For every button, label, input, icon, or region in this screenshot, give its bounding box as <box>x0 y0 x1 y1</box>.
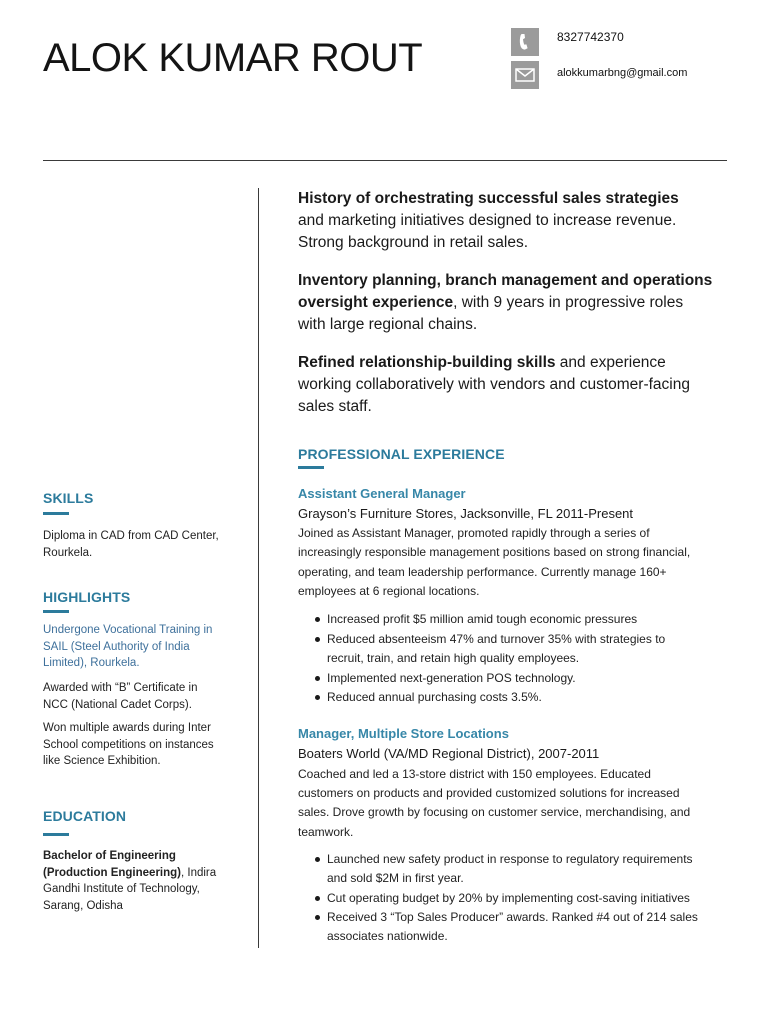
highlight-line: Limited), Rourkela. <box>43 657 140 670</box>
description-line: teamwork. <box>298 824 354 839</box>
job-title: Manager, Multiple Store Locations <box>298 726 509 741</box>
list-item <box>298 850 698 889</box>
summary-line: sales staff. <box>298 398 372 415</box>
education-item <box>43 848 216 914</box>
description-line: operating, and team leadership performance. Currently manage 160+ <box>298 564 667 579</box>
list-item <box>298 610 665 630</box>
header-divider <box>43 160 727 161</box>
summary-paragraph <box>298 188 679 254</box>
highlight-line: NCC (National Cadet Corps). <box>43 698 192 711</box>
job-company: Boaters World (VA/MD Regional District), 2007-2011 <box>298 746 600 761</box>
achievement-list <box>298 850 698 946</box>
envelope-icon <box>511 61 539 89</box>
description-line: Coached and led a 13-store district with 150 employees. Educated <box>298 767 651 781</box>
highlight-line: Awarded with “B” Certificate in <box>43 682 198 694</box>
list-item-text: Reduced absenteeism 47% and turnover 35% with strategies to <box>327 631 666 646</box>
highlight-line: Undergone Vocational Training in <box>43 624 213 636</box>
summary-line <box>298 352 690 374</box>
list-item <box>298 908 698 947</box>
summary-line: Strong background in retail sales. <box>298 234 529 251</box>
skill-line: Diploma in CAD from CAD Center, <box>43 530 219 542</box>
heading-underline <box>43 610 69 613</box>
job-company: Grayson’s Furniture Stores, Jacksonville, FL 2011-Present <box>298 506 634 521</box>
highlight-item <box>43 680 197 713</box>
summary-paragraph <box>298 352 690 418</box>
highlight-line: School competitions on instances <box>43 738 214 751</box>
degree-name: Bachelor of Engineering <box>43 850 176 862</box>
email-address: alokkumarbng@gmail.com <box>557 67 688 79</box>
heading-underline <box>43 833 69 836</box>
list-item-text: Launched new safety product in response to regulatory requirements <box>327 852 693 866</box>
heading-underline <box>298 466 324 469</box>
list-item <box>298 688 665 708</box>
phone-icon <box>511 28 539 56</box>
education-heading: EDUCATION <box>43 808 127 824</box>
highlight-item <box>43 622 212 672</box>
education-line: Sarang, Odisha <box>43 899 123 912</box>
description-line: Joined as Assistant Manager, promoted rapidly through a series of <box>298 526 650 540</box>
list-item-text: Implemented next-generation POS technology. <box>327 670 576 685</box>
summary-line <box>298 188 679 210</box>
list-item-text: Increased profit $5 million amid tough economic pressures <box>327 612 638 626</box>
bullet-icon <box>315 617 320 622</box>
bullet-icon <box>315 915 320 920</box>
description-line: employees at 6 regional locations. <box>298 584 480 599</box>
job-description <box>298 765 690 842</box>
list-item <box>298 889 698 908</box>
bullet-icon <box>315 896 320 901</box>
candidate-name: ALOK KUMAR ROUT <box>43 36 423 80</box>
bullet-icon <box>315 676 320 681</box>
summary-line: working collaboratively with vendors and customer-facing <box>298 376 690 393</box>
list-item-text: recruit, train, and retain high quality employees. <box>327 651 580 665</box>
list-item <box>298 669 665 689</box>
highlight-line: like Science Exhibition. <box>43 755 161 768</box>
summary-text: , with 9 years in progressive roles <box>453 294 684 311</box>
highlights-heading: HIGHLIGHTS <box>43 589 131 605</box>
skill-item <box>43 528 219 561</box>
job-description <box>298 524 690 602</box>
bullet-icon <box>315 637 320 642</box>
experience-heading: PROFESSIONAL EXPERIENCE <box>298 446 505 462</box>
skills-heading: SKILLS <box>43 490 94 506</box>
highlight-item <box>43 720 214 770</box>
highlight-line: Won multiple awards during Inter <box>43 722 211 734</box>
education-text: , Indira <box>181 866 217 879</box>
description-line: customers on products and provided customized solutions for increased <box>298 786 680 801</box>
degree-specialization: (Production Engineering) <box>43 866 181 879</box>
summary-bold: oversight experience <box>298 294 454 311</box>
list-item-text: Reduced annual purchasing costs 3.5%. <box>327 690 542 704</box>
list-item-text: associates nationwide. <box>327 929 448 944</box>
education-line <box>43 865 216 882</box>
list-item-text: Cut operating budget by 20% by implementing cost-saving initiatives <box>327 890 690 905</box>
summary-line: and marketing initiatives designed to increase revenue. <box>298 212 677 229</box>
education-line: Gandhi Institute of Technology, <box>43 883 200 896</box>
skill-line: Rourkela. <box>43 546 93 559</box>
description-line: increasingly responsible management positions based on strong financial, <box>298 545 691 560</box>
summary-bold: Inventory planning, branch management and operations <box>298 272 713 289</box>
summary-bold: History of orchestrating successful sales strategies <box>298 190 679 207</box>
summary-line <box>298 292 712 314</box>
achievement-list <box>298 610 665 708</box>
summary-line <box>298 270 712 292</box>
description-line: sales. Drove growth by focusing on customer service, merchandising, and <box>298 805 691 820</box>
education-line <box>43 848 216 865</box>
summary-paragraph <box>298 270 712 336</box>
heading-underline <box>43 512 69 515</box>
list-item <box>298 630 665 669</box>
job-title: Assistant General Manager <box>298 486 466 501</box>
bullet-icon <box>315 695 320 700</box>
summary-text: and experience <box>555 354 666 371</box>
list-item-text: Received 3 “Top Sales Producer” awards. Ranked #4 out of 214 sales <box>327 909 698 924</box>
highlight-line: SAIL (Steel Authority of India <box>43 640 190 653</box>
summary-bold: Refined relationship-building skills <box>298 354 556 371</box>
summary-line: with large regional chains. <box>298 316 478 333</box>
list-item-text: and sold $2M in first year. <box>327 871 464 886</box>
column-divider <box>258 188 259 948</box>
bullet-icon <box>315 857 320 862</box>
phone-number: 8327742370 <box>557 30 624 44</box>
